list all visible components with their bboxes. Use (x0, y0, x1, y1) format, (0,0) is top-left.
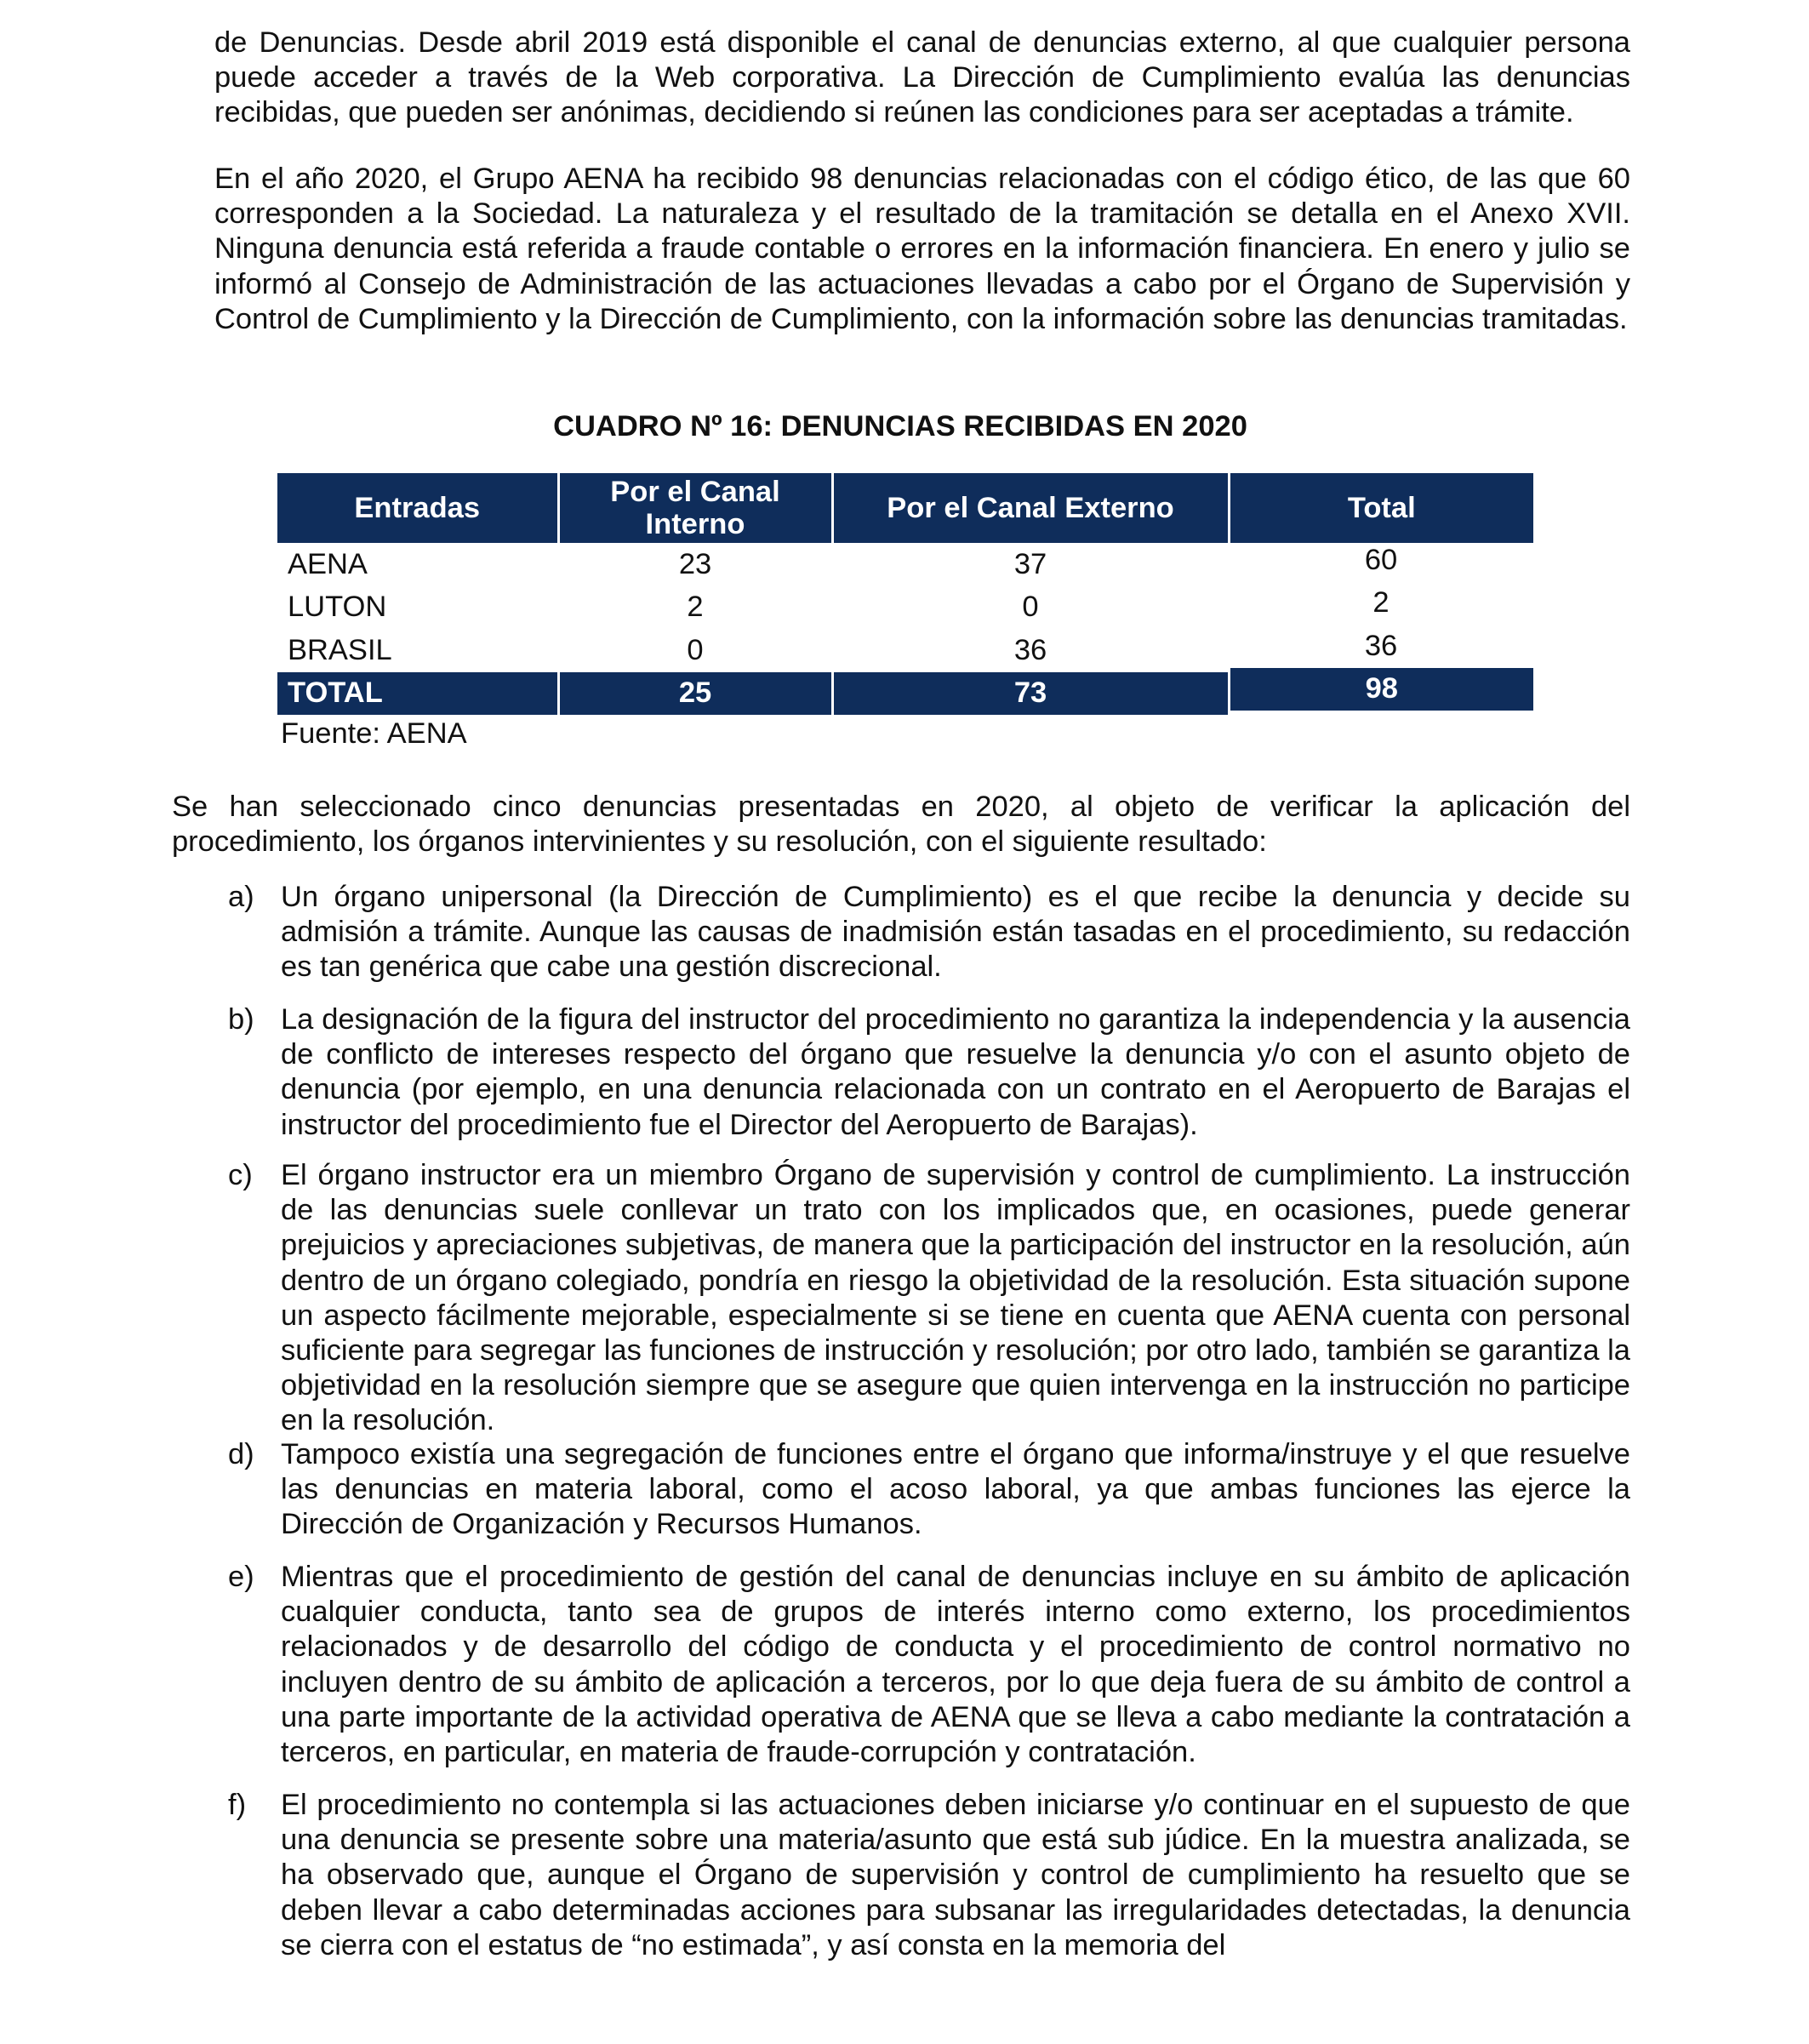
table-title: CUADRO Nº 16: DENUNCIAS RECIBIDAS EN 2020 (553, 410, 1247, 442)
list-item-text: El órgano instructor era un miembro Órgano de supervisión y control de cumplimiento. La instrucción de las denuncias suele conllevar un trato con los implicados que, en ocasiones, puede generar prejuicios y apreciaciones subjetivas, de manera que la participación del instructor en la resolución, aún dentro de un órgano colegiado, pondría en riesgo la objetividad de la resolución. Esta situación supone un aspecto fácilmente mejorable, especialmente si se tiene en cuenta que AENA cuenta con personal suficiente para segregar las funciones de instrucción y resolución; por otro lado, también se garantiza la objetividad en la resolución siempre que se asegure que quien intervenga en la instrucción no participe en la resolución. (281, 1159, 1630, 1437)
list-item-text: El procedimiento no contempla si las actuaciones deben iniciarse y/o continuar en el supuesto de que una denuncia se presente sobre una materia/asunto que está sub júdice. En la muestra analizada, se ha observado que, aunque el Órgano de supervisión y control de cumplimiento ha resuelto que se deben llevar a cabo determinadas acciones para subsanar las irregularidades detectadas, la denuncia se cierra con el estatus de “no estimada”, y así consta en la memoria del (281, 1789, 1630, 1961)
table-source: Fuente: AENA (281, 717, 467, 750)
cell-externo: 37 (1013, 547, 1047, 580)
header-canal-externo: Por el Canal Externo (832, 473, 1229, 543)
list-item-letter: e) (228, 1561, 254, 1593)
total-total: 98 (1229, 668, 1533, 711)
total-label: TOTAL (277, 672, 558, 715)
cell-total: 2 (1372, 586, 1390, 619)
cell-interno: 23 (678, 547, 712, 580)
cell-total: 60 (1364, 543, 1398, 576)
complaints-2020-paragraph: En el año 2020, el Grupo AENA ha recibido 98 denuncias relacionadas con el código ético, de las que 60 corresponden a la Sociedad. La naturaleza y el resultado de la tramitación se detalla en el Anexo XVII. Ninguna denuncia está referida a fraude contable o errores en la información financiera. En enero y julio se informó al Consejo de Administración de las actuaciones llevadas a cabo por el Órgano de Supervisión y Control de Cumplimiento y la Dirección de Cumplimiento, con la información sobre las denuncias tramitadas. (214, 163, 1630, 335)
selection-paragraph: Se han seleccionado cinco denuncias presentadas en 2020, al objeto de verificar la aplicación del procedimiento, los órganos intervinientes y su resolución, con el siguiente resultado: (172, 791, 1630, 859)
list-item-letter: f) (228, 1789, 247, 1821)
header-entradas: Entradas (277, 473, 558, 543)
cell-externo: 0 (1022, 591, 1039, 624)
row-label: LUTON (288, 591, 387, 624)
header-canal-interno: Por el Canal Interno (558, 473, 832, 543)
cell-interno: 0 (687, 633, 704, 666)
list-item-text: Tampoco existía una segregación de funciones entre el órgano que informa/instruye y el que resuelve las denuncias en materia laboral, como el acoso laboral, ya que ambas funciones las ejerce la Dirección de Organización y Recursos Humanos. (281, 1438, 1630, 1541)
header-total: Total (1229, 473, 1533, 543)
list-item-letter: d) (228, 1438, 254, 1470)
list-item-text: Un órgano unipersonal (la Dirección de Cumplimiento) es el que recibe la denuncia y decide su admisión a trámite. Aunque las causas de inadmisión están tasadas en el procedimiento, su redacción es tan genérica que cabe una gestión discrecional. (281, 881, 1630, 984)
cell-interno: 2 (687, 591, 704, 624)
table-row (277, 629, 1533, 672)
row-label: BRASIL (288, 633, 392, 666)
table-row (277, 543, 1533, 586)
intro-paragraph: de Denuncias. Desde abril 2019 está disponible el canal de denuncias externo, al que cualquier persona puede acceder a través de la Web corporativa. La Dirección de Cumplimiento evalúa las denuncias recibidas, que pueden ser anónimas, decidiendo si reúnen las condiciones para ser aceptadas a trámite. (214, 26, 1630, 129)
complaints-table (277, 473, 1533, 715)
table-row (277, 586, 1533, 630)
list-item-letter: b) (228, 1003, 254, 1036)
row-label: AENA (288, 547, 368, 580)
list-item-text: La designación de la figura del instructor del procedimiento no garantiza la independencia y la ausencia de conflicto de intereses respecto del órgano que resuelve la denuncia y/o con el asunto objeto de denuncia (por ejemplo, en una denuncia relacionada con un contrato en el Aeropuerto de Barajas el instructor del procedimiento fue el Director del Aeropuerto de Barajas). (281, 1003, 1630, 1141)
list-item-letter: c) (228, 1159, 253, 1191)
total-externo: 73 (832, 672, 1229, 715)
list-item-text: Mientras que el procedimiento de gestión del canal de denuncias incluye en su ámbito de aplicación cualquier conducta, tanto sea de grupos de interés interno como externo, los procedimientos relacionados y de desarrollo del código de conducta y el procedimiento de control normativo no incluyen dentro de su ámbito de aplicación a terceros, por lo que deja fuera de su ámbito de control a una parte importante de la actividad operativa de AENA que se lleva a cabo mediante la contratación a terceros, en particular, en materia de fraude-corrupción y contratación. (281, 1561, 1630, 1769)
table-total-row (277, 672, 1533, 715)
cell-externo: 36 (1013, 633, 1047, 666)
total-interno: 25 (558, 672, 832, 715)
cell-total: 36 (1364, 629, 1398, 662)
list-item-letter: a) (228, 881, 254, 913)
table-header-row (277, 473, 1533, 543)
